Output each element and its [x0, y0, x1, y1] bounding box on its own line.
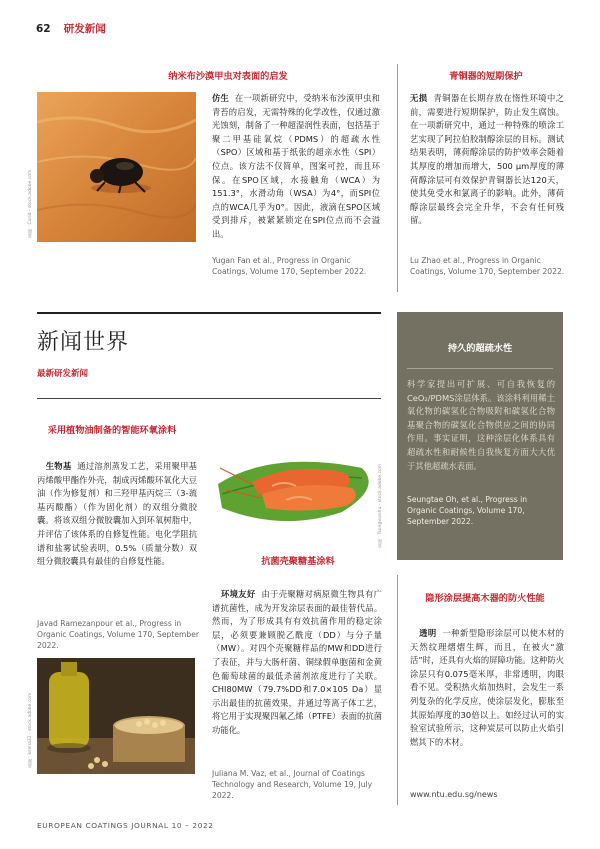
soybean-oil-image — [37, 658, 195, 774]
article2-title: 青铜器的短期保护 — [449, 71, 523, 82]
footer-text: EUROPEAN COATINGS JOURNAL 10 – 2022 — [37, 821, 214, 830]
column-divider-bottom — [397, 575, 398, 805]
article1-title: 纳米布沙漠甲虫对表面的启发 — [168, 71, 288, 82]
article3-lead: 生物基 — [45, 461, 72, 471]
sidebar-text: 科学家提出可扩展、可自我恢复的CeO₂/PDMS涂层体系。该涂料利用稀土氧化物的碳氢化合物吸附和碳氢化合物基聚合物的碳氢化合物供应之间的协同作用。事实证明，这种涂层化体系具有超疏水性和耐候性自我恢复方面大大优于其他超疏水表面。 — [407, 379, 555, 471]
article2-text: 青铜器在长期存放在惰性环境中之前，需要进行短期保护，防止发生腐蚀。在一项新研究中，通过一种特殊的喷涂工艺实现了阿拉伯胶制醇涂层的目标。测试结果表明，薄荷醇涂层的防护效率会随着其厚度的增加而增大，500 μm厚度的薄荷醇涂层可有效保护青铜器长达120天，使其免受水和氯离子的影响。此外，薄荷醇涂层最终会完全升华，不会有任何残留。 — [410, 93, 564, 226]
section-title: 研发新闻 — [63, 23, 106, 35]
shrimp-illustration — [212, 428, 384, 538]
article5-link[interactable]: www.ntu.edu.sg/news — [410, 790, 498, 799]
article5-title: 隐形涂层提高木器的防火性能 — [425, 593, 545, 604]
article3-body — [37, 460, 197, 569]
article1-text: 在一项新研究中，受纳米布沙漠甲虫和青苔的启发，无需特殊的化学改性，仅通过激光蚀刻，制备了一种超湿润性表面，包括基于聚二甲基硅氧烷（PDMS）的超疏水性（SPO）区域和基于纸张的超亲水性（SPI）位点。该方法不仅简单，图案可控，而且环保。在SPO区域，水接触角（WCA）为151.3°，水滑动角（WSA）为4°，而SPI位点的WCA几乎为0°。因此，液滴在SPO区域受到排斥，被紧紧锁定在SPI位点而不会溢出。 — [212, 93, 380, 239]
article2-reference: Lu Zhao et al., Progress in Organic Coatings, Volume 170, September 2022. — [410, 256, 565, 276]
article4-text: 由于壳聚糖对病原微生物具有广谱抗菌性，成为开发涂层表面的最佳替代品。然而，为了形成具有有效抗菌作用的稳定涂层，必须要兼顾脱乙酰度（DD）与分子量（MW）。对四个壳聚糖样品的MW和DD进行了表征，并与大肠杆菌、铜绿假单胞菌和金黄色葡萄球菌的最低杀菌剂浓度进行了关联。CHI80MW（79.7%DD和7.0×105 Da）显示出最佳的抗菌效果，并通过等离子体工艺，将它用于实现聚四氟乙烯（PTFE）表面的抗菌功能化。 — [212, 589, 382, 735]
news-world-bottom-rule — [37, 398, 381, 399]
article5-body — [410, 627, 564, 749]
article4-lead: 环境友好 — [220, 589, 256, 599]
article1-reference: Yugan Fan et al., Progress in Organic Coatings, Volume 170, September 2022. — [212, 256, 367, 276]
article1-body — [212, 92, 380, 242]
article2-body — [410, 92, 564, 228]
article2-lead: 无损 — [410, 93, 428, 103]
article3-image-credit: 来源：ksena32 - stock.adobe.com — [28, 692, 33, 768]
article4-image-credit: 来源：Tsongwanhu - stock.adobe.com — [378, 463, 383, 548]
sidebar-title-rule — [407, 368, 553, 369]
article1-lead: 仿生 — [212, 93, 230, 103]
article1-image-credit: 来源：Curid - stock.adobe.com — [28, 169, 33, 238]
sidebar-box — [397, 312, 563, 560]
news-world-rule — [37, 312, 381, 314]
column-divider-top — [397, 64, 398, 292]
shrimp-image — [212, 428, 384, 538]
sidebar-title: 持久的超疏水性 — [447, 343, 513, 354]
article3-title: 采用植物油制备的智能环氧涂料 — [47, 425, 177, 436]
news-world-subtitle: 最新研发新闻 — [37, 369, 89, 379]
sidebar-reference: Seungtae Oh, et al., Progress in Organic Coatings, Volume 170, September 2022. — [407, 495, 528, 526]
article4-body — [212, 588, 382, 738]
article3-reference: Javad Ramezanpour et al., Progress in Organic Coatings, Volume 170, September 2022. — [37, 619, 200, 650]
article3-text: 通过溶剂蒸发工艺，采用聚甲基丙烯酸甲酯作外壳，制成丙烯酸环氧化大豆油（作为修复剂）和三羟甲基丙烷三（3-巯基丙酸酯）（作为固化剂）的双组分微胶囊。将该双组分微胶囊加入到环氧树脂中，并评估了该体系的自修复性能。电化学阻抗谱和盐雾试验表明，0.5%（质量分数）双组分微胶囊具有最佳的自修复性能。 — [37, 461, 197, 567]
beetle-illustration — [37, 92, 196, 242]
soybean-oil-illustration — [37, 658, 195, 774]
beetle-image — [37, 92, 196, 242]
article5-lead: 透明 — [419, 628, 437, 638]
article4-reference: Juliana M. Vaz, et al., Journal of Coatings Technology and Research, Volume 19, July 2022. — [212, 769, 373, 800]
news-world-title: 新闻世界 — [37, 330, 130, 355]
page-number: 62 — [36, 23, 51, 35]
page-header — [36, 17, 566, 39]
article4-title: 抗菌壳聚糖基涂料 — [261, 556, 335, 567]
article5-text: 一种新型隐形涂层可以使木材的天然纹理熠熠生辉，而且，在被火“激活”时，还具有火焰的屏障功能。这种防火涂层只有0.075毫米厚，非常透明，肉眼看不见。受积热火焰加热时，会发生一系列复杂的化学反应，使涂层发化，膨胀至其原始厚度的30倍以上。如经过认可的实验室试验所示，这种炭层可以防止火焰引燃其下的木材。 — [410, 628, 564, 747]
